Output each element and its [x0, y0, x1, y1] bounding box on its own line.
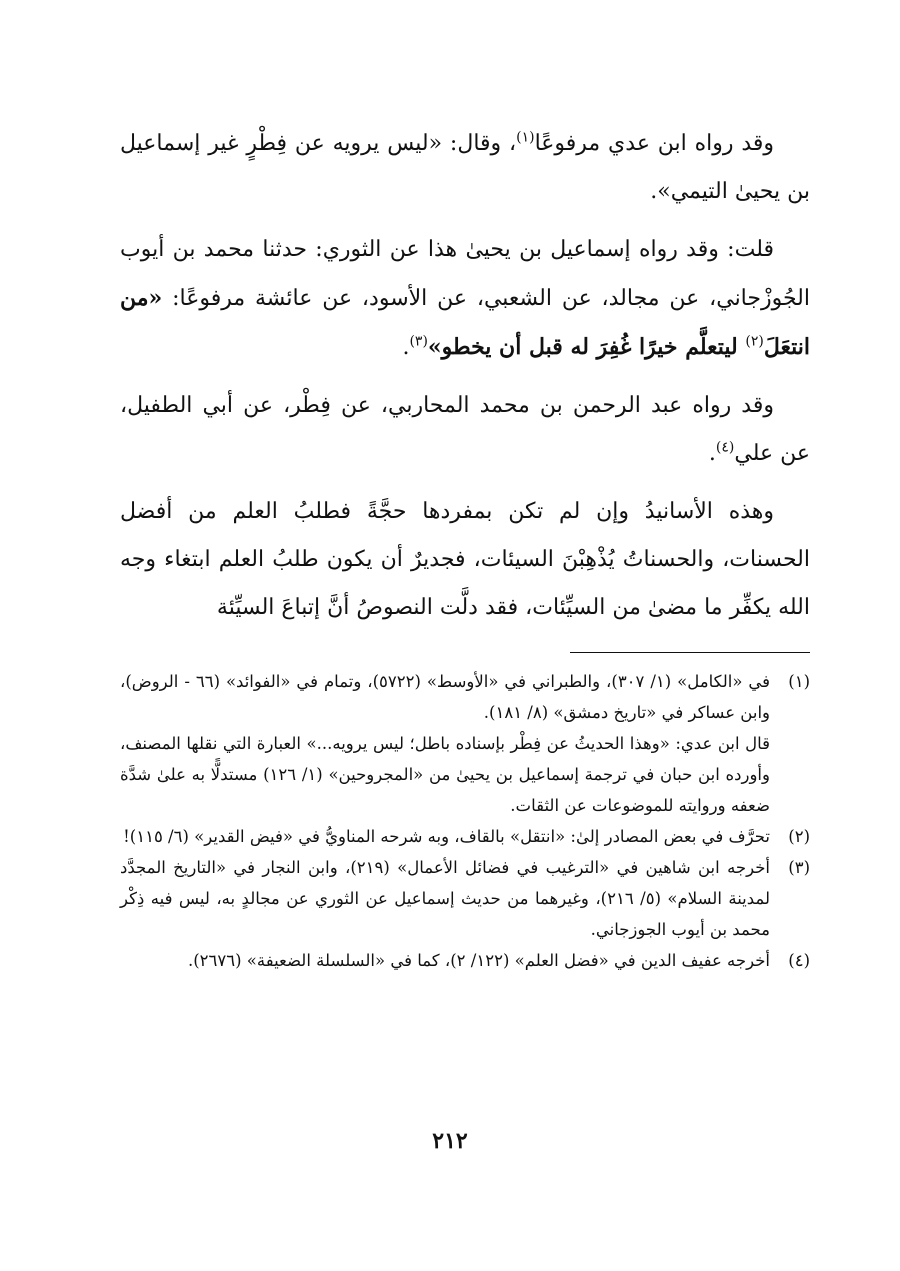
footnote-number: (٣) [788, 858, 810, 877]
paragraph-1-text-b: ، وقال: «ليس يرويه عن فِطْرٍ غير إسماعيل بن يحيىٰ التيمي». [120, 131, 810, 204]
footnote-text: تحرَّف في بعض المصادر إلىٰ: «انتقل» بالقاف، وبه شرحه المناويُّ في «فيض القدير» (٦/ ١١٥)! [123, 827, 770, 846]
page-number: ٢١٢ [432, 1128, 468, 1154]
footnote-text: أخرجه عفيف الدين في «فضل العلم» (١٢٢/ ٢)، كما في «السلسلة الضعيفة» (٢٦٧٦). [187, 951, 770, 970]
footnote-text: أخرجه ابن شاهين في «الترغيب في فضائل الأعمال» (٢١٩)، وابن النجار في «التاريخ المجدَّد لمدينة السلام» (٥/ ٢١٦)، وغيرهما من حديث إسماعيل عن الثوري عن مجالدٍ به، ليس فيه ذِكْر محمد بن أيوب الجوزجاني. [120, 858, 770, 939]
footnotes [120, 666, 810, 976]
footnote-number: (٤) [788, 951, 810, 970]
paragraph-2-text: قلت: وقد رواه إسماعيل بن يحيىٰ هذا عن الثوري: حدثنا محمد بن أيوب الجُوزْجاني، عن مجالد، عن الشعبي، عن الأسود، عن عائشة مرفوعًا: [120, 237, 810, 311]
footnote-text: في «الكامل» (١/ ٣٠٧)، والطبراني في «الأوسط» (٥٧٢٢)، وتمام في «الفوائد» (٦٦ - الروض)، وابن عساكر في «تاريخ دمشق» (٨/ ١٨١). [120, 672, 771, 722]
footnote-4 [120, 945, 810, 976]
footnote-ref-3: (٣) [409, 333, 428, 350]
footnote-text: قال ابن عدي: «وهذا الحديثُ عن فِطْر بإسناده باطل؛ ليس يرويه...» العبارة التي نقلها المصنف، وأورده ابن حبان في ترجمة إسماعيل بن يحيىٰ من «المجروحين» (١/ ١٢٦) مستدلًّا به علىٰ شدَّة ضعفه وروايته للموضوعات عن الثقات. [120, 734, 770, 815]
paragraph-3-end: . [708, 441, 716, 466]
hadith-text-b: ليتعلَّم خيرًا غُفِرَ له قبل أن يخطو» [427, 334, 746, 360]
paragraph-1-text-a: وقد رواه ابن عدي مرفوعًا [534, 131, 775, 156]
footnote-2 [120, 821, 810, 852]
paragraph-3-text: وقد رواه عبد الرحمن بن محمد المحاربي، عن فِطْر، عن أبي الطفيل، عن علي [120, 393, 810, 466]
paragraph-1 [120, 120, 810, 216]
footnote-separator [570, 652, 810, 653]
footnote-3 [120, 852, 810, 945]
footnote-ref-2: (٢) [745, 333, 764, 350]
paragraph-3 [120, 382, 810, 478]
footnote-ref-4: (٤) [715, 439, 735, 456]
paragraph-4-text: وهذه الأسانيدُ وإن لم تكن بمفردها حجَّةً فطلبُ العلم من أفضل الحسنات، والحسناتُ يُذْهِبْنَ السيئات، فجديرٌ أن يكون طلبُ العلم ابتغاء وجه الله يكفِّر ما مضىٰ من السيِّئات، فقد دلَّت النصوصُ أنَّ إتباعَ السيِّئة [120, 499, 810, 620]
footnote-ref-1: (١) [516, 129, 535, 146]
paragraph-2 [120, 226, 810, 372]
footnote-1 [120, 666, 810, 728]
paragraph-2-end: . [402, 335, 410, 360]
footnote-number: (٢) [788, 827, 810, 846]
footnote-1-continuation [120, 728, 810, 821]
hadith-text-a: «من انتعَلَ [120, 285, 810, 360]
paragraph-4 [120, 488, 810, 632]
footnote-number: (١) [788, 672, 810, 691]
main-text [120, 120, 810, 642]
